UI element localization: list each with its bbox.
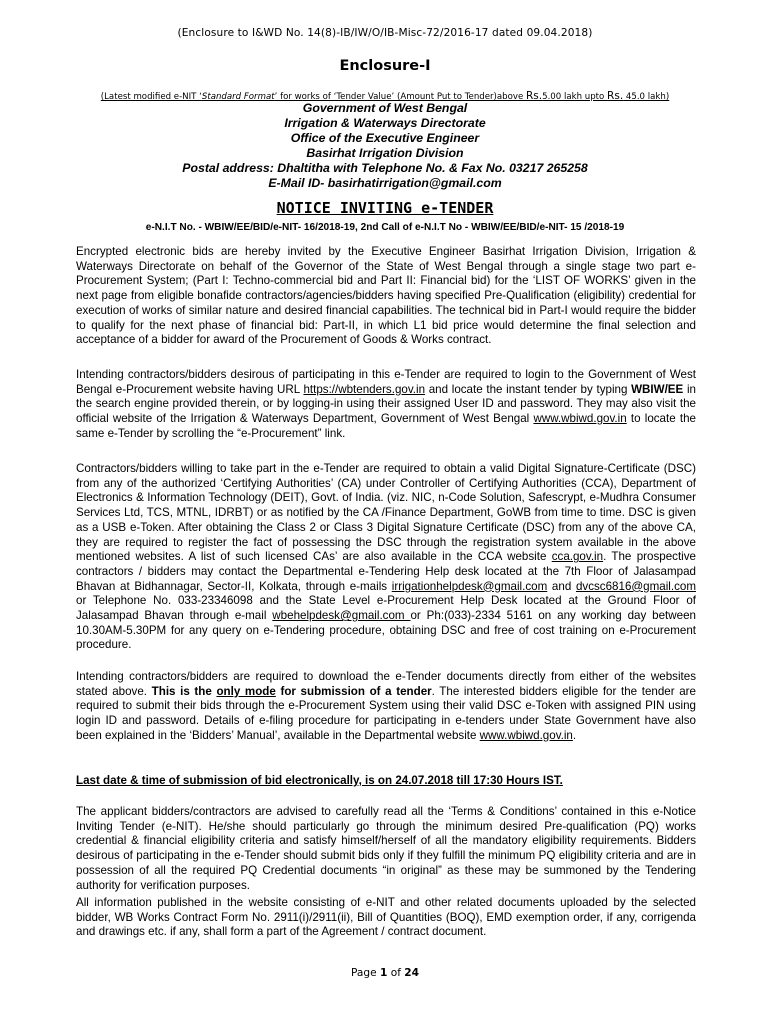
wbiwd-link[interactable]: www.wbiwd.gov.in	[533, 412, 627, 426]
government-line: Government of West Bengal	[302, 101, 468, 115]
office-address-block	[0, 101, 770, 192]
directorate-line: Irrigation & Waterways Directorate	[284, 116, 486, 131]
enit-number: e-N.I.T No. - WBIW/EE/BID/e-NIT- 16/2018-19, 2nd Call of e-N.I.T No - WBIW/EE/BID/e-NIT- 15 /2018-19	[145, 222, 625, 233]
dvcsc-email[interactable]: dvcsc6816@gmail.com	[575, 579, 696, 593]
email-line: E-Mail ID- basirhatirrigation@gmail.com	[268, 176, 502, 191]
enclosure-reference: (Enclosure to I&WD No. 14(8)-IB/IW/O/IB-Misc-72/2016-17 dated 09.04.2018)	[177, 27, 593, 39]
paragraph-dsc: Contractors/bidders willing to take part in the e-Tender are required to obtain a valid Digital Signature-Certificate (DSC) from any of the authorized ‘Certifying Authorities’ (CA) under Controller of Certifying Authorities (CCA), Department of Electronics & Information Technology (DEIT), Govt. of India. (viz. NIC, n-Code Solution, Safescrypt, e-Mudhra Consumer Services Ltd, TCS, MTNL, IDRBT) or as notified by the CA /Finance Department, GoWB from time to time. DSC is given as a USB e-Token. After obtaining the Class 2 or Class 3 Digital Signature Certificate (DSC) from any of the above CA, they are required to register the fact of possessing the DSC through the registration system available in the above mentioned websites. A list of such licensed CAs’ are also available in the CCA website cca.gov.in. The prospective contractors / bidders may contact the Departmental e-Tendering Help desk located at the 7th Floor of Jalasampad Bhavan at Bidhannagar, Sector-II, Kolkata, through e-mails irrigationhelpdesk@gmail.com and dvcsc6816@gmail.com or Telephone No. 033-23346098 and the State Level e-Procurement Help Desk located at the Ground Floor of Jalasampad Bhavan through e-mail wbehelpdesk@gmail.com or Ph:(033)-2334 5161 on any working day between 10.30AM-5.30PM for any query on e-Tendering procedure, obtaining DSC and free of cost training on e-Procurement procedure.	[76, 462, 696, 652]
page-number: 1	[379, 967, 388, 979]
paragraph-agreement: All information published in the website consisting of e-NIT and other related documents uploaded by the selected bidder, WB Works Contract Form No. 2911(i)/2911(ii), Bill of Quantities (BOQ), EMD exemption order, if any, corrigenda and drawings etc. if any, shall form a part of the Agreement / contract document.	[76, 896, 696, 939]
paragraph-download: Intending contractors/bidders are required to download the e-Tender documents directly from either of the websites stated above. This is the only mode for submission of a tender. The interested bidders eligible for the tender are required to submit their bids through the e-Procurement System using their valid DSC e-Token with assigned PIN using login ID and password. Details of e-filing procedure for participating in e-tenders under State Government have also been explained in the ‘Bidders’ Manual’, available in the Departmental website www.wbiwd.gov.in.	[76, 670, 696, 742]
wbtenders-link[interactable]: https://wbtenders.gov.in	[303, 382, 426, 396]
division-line: Basirhat Irrigation Division	[306, 146, 464, 161]
format-note: (Latest modified e-NIT ‘Standard Format’ for works of ‘Tender Value’ (Amount Put to Tender)above Rs.5.00 lakh upto Rs. 45.0 lakh)	[100, 90, 670, 102]
paragraph-login-instructions: Intending contractors/bidders desirous of participating in this e-Tender are required to login to the Government of West Bengal e-Procurement website having URL https://wbtenders.gov.in and locate the instant tender by typing WBIW/EE in the search engine provided therein, or by logging-in using their assigned User ID and password. They may also visit the official website of the Irrigation & Waterways Department, Government of West Bengal www.wbiwd.gov.in to locate the same e-Tender by scrolling the “e-Procurement” link.	[76, 368, 696, 440]
wbiwd-link-2[interactable]: www.wbiwd.gov.in	[479, 728, 573, 742]
postal-address-line: Postal address: Dhaltitha with Telephone No. & Fax No. 03217 265258	[182, 161, 588, 176]
wbe-helpdesk-email[interactable]: wbehelpdesk@gmail.com	[272, 609, 411, 623]
paragraph-terms: The applicant bidders/contractors are advised to carefully read all the ‘Terms & Conditions’ contained in this e-Notice Inviting Tender (e-NIT). He/she should particularly go through the minimum desired Pre-qualification (PQ) works credential & financial eligibility criteria and satisfy himself/herself of all the mandatory eligibility requirements. Bidders desirous of participating in the e-Tender should submit bids only if they fulfill the minimum PQ eligibility criteria and are in possession of all the required PQ Credential documents “in original” as these may be summoned by the Tendering authority for verification purposes.	[76, 805, 696, 892]
enclosure-title: Enclosure-I	[339, 58, 431, 74]
search-keyword: WBIW/EE	[631, 382, 684, 396]
notice-title: NOTICE INVITING e-TENDER	[276, 199, 494, 217]
irrigation-helpdesk-email[interactable]: irrigationhelpdesk@gmail.com	[391, 579, 548, 593]
last-date-notice: Last date & time of submission of bid electronically, is on 24.07.2018 till 17:30 Hours IST.	[76, 774, 563, 787]
page-footer: Page 1 of 24	[350, 967, 420, 979]
paragraph-invitation: Encrypted electronic bids are hereby invited by the Executive Engineer Basirhat Irrigation Division, Irrigation & Waterways Directorate on behalf of the Governor of the State of West Bengal through a single stage two part e-Procurement System; (Part I: Techno-commercial bid and Part II: Financial bid) for the ‘LIST OF WORKS’ given in the next page from eligible bonafide contractors/agencies/bidders having specified Pre-Qualification (eligibility) credential for execution of works of similar nature and desired financial capabilities. The technical bid in Part-I would require the bidder to qualify for the next phase of financial bid: Part-II, in which L1 bid price would determine the final selection and acceptance of a bidder for award of the Procurement of Goods & Works contract.	[76, 245, 696, 347]
page-total: 24	[404, 967, 420, 979]
cca-link[interactable]: cca.gov.in	[551, 550, 604, 564]
office-line: Office of the Executive Engineer	[290, 131, 480, 146]
